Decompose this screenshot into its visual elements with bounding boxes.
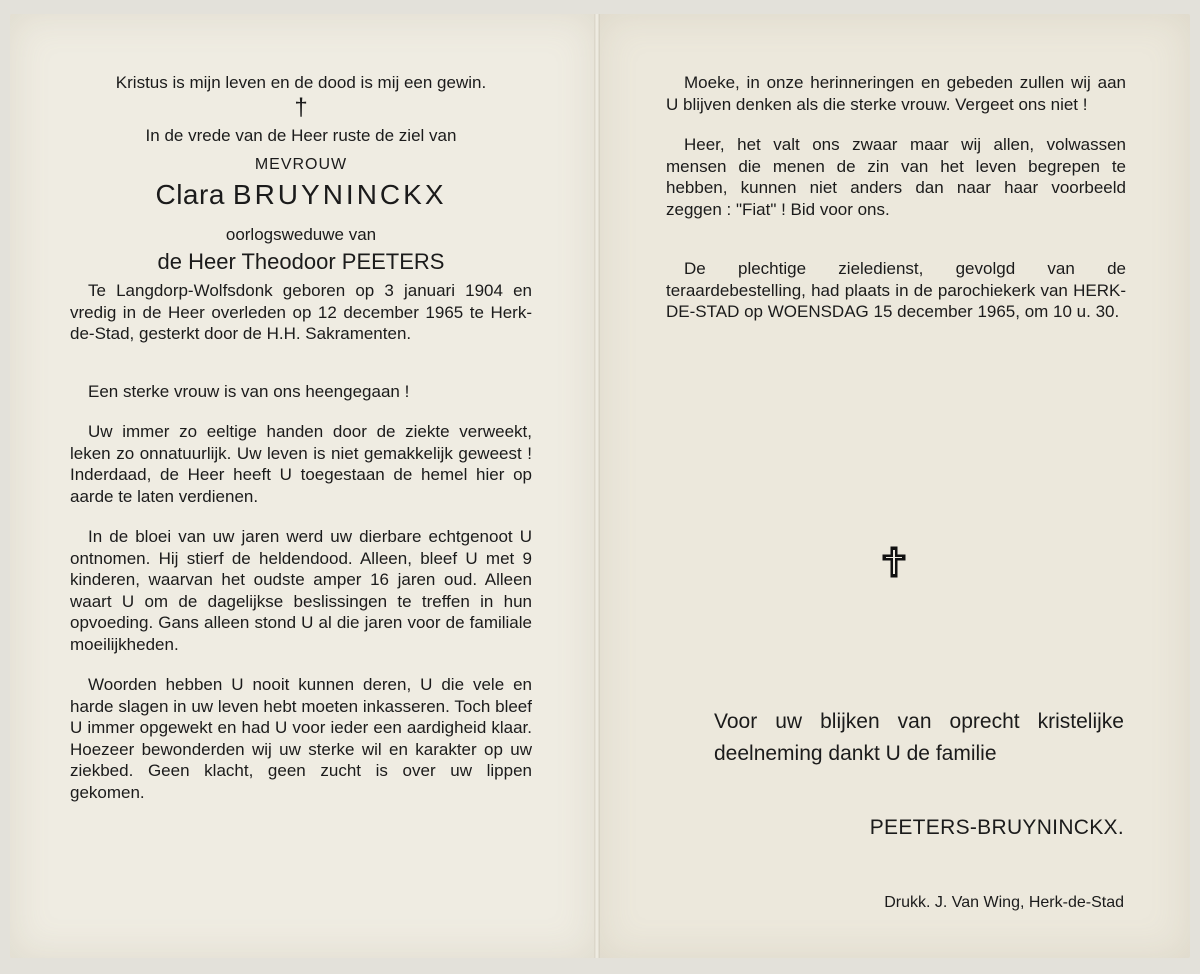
intro-line: In de vrede van de Heer ruste de ziel van (145, 125, 457, 145)
remembrance-paragraph: Moeke, in onze herinneringen en gebeden zullen wij aan U blijven denken als die sterke vrouw. Vergeet ons niet ! (666, 73, 1126, 114)
left-page-content (70, 72, 532, 803)
cross-icon: † (294, 93, 308, 121)
honorific-title: MEVROUW (254, 156, 348, 173)
tribute-paragraph: Uw immer zo eeltige handen door de ziekte verweekt, leken zo onnatuurlijk. Uw leven is niet gemakkelijk geweest ! Inderdaad, de Heer heeft U toegestaan de hemel hier op aarde te laten verdienen. (70, 422, 532, 506)
tribute-paragraph: In de bloei van uw jaren werd uw dierbare echtgenoot U ontnomen. Hij stierf de heldendood. Alleen, bleef U met 9 kinderen, waarvan het oudste amper 16 jaren oud. Alleen waart U om de dagelijkse beslissingen te treffen in hun opvoeding. Gans alleen stond U al die jaren voor de familiale moeilijkheden. (70, 527, 532, 654)
deceased-name (70, 176, 532, 214)
funeral-paragraph: De plechtige zieledienst, gevolgd van de teraardebestelling, had plaats in de parochiekerk van HERK-DE-STAD op WOENSDAG 15 december 1965, om 10 u. 30. (666, 259, 1126, 321)
prayer-paragraph: Heer, het valt ons zwaar maar wij allen, volwassen mensen die menen de zin van het leven begrepen te hebben, kunnen niet anders dan naar haar voorbeeld zeggen : "Fiat" ! Bid voor ons. (666, 135, 1126, 219)
card-fold (594, 14, 600, 958)
tribute-line: Een sterke vrouw is van ons heengegaan ! (88, 381, 410, 401)
surname: BRUYNINCKX (232, 178, 447, 210)
cross-icon (880, 545, 908, 579)
biography-paragraph: Te Langdorp-Wolfsdonk geboren op 3 januari 1904 en vredig in de Heer overleden op 12 december 1965 te Herk-de-Stad, gesterkt door de H.H. Sakramenten. (70, 281, 532, 343)
first-name: Clara (155, 178, 225, 210)
thanks-message: Voor uw blijken van oprecht kristelijke deelneming dankt U de familie (714, 710, 1124, 765)
motto: Kristus is mijn leven en de dood is mij een gewin. (115, 73, 487, 92)
husband-name: de Heer Theodoor PEETERS (157, 249, 445, 274)
tribute-paragraph: Woorden hebben U nooit kunnen deren, U die vele en harde slagen in uw leven hebt moeten inkasseren. Toch bleef U immer opgewekt en had U voor ieder een aardigheid klaar. Hoezeer bewonderden wij uw sterke wil en karakter op uw ziekbed. Geen klacht, geen zucht is over uw lippen gekomen. (70, 675, 532, 802)
printer-credit: Drukk. J. Van Wing, Herk-de-Stad (884, 894, 1124, 911)
right-page-content (666, 72, 1126, 323)
widow-of-line: oorlogsweduwe van (225, 224, 377, 244)
family-signature: PEETERS-BRUYNINCKX. (869, 816, 1124, 839)
